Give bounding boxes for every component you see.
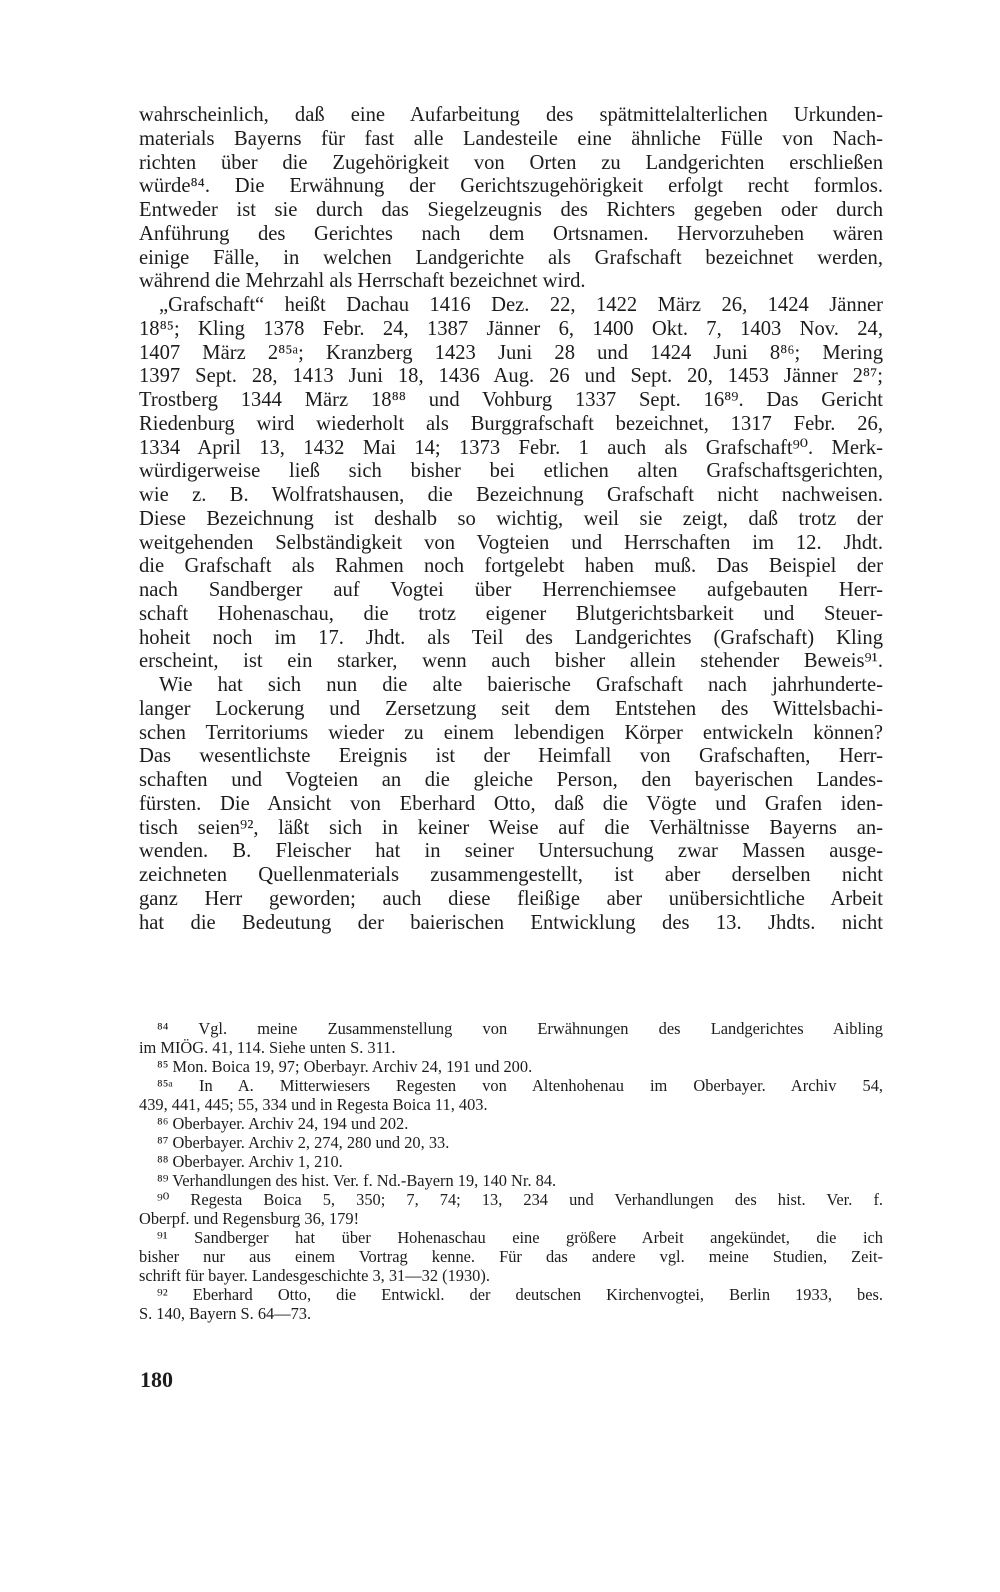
footnote-line: S. 140, Bayern S. 64—73. <box>139 1304 312 1323</box>
footnote-line: ⁸⁸ Oberbayer. Archiv 1, 210. <box>157 1152 343 1171</box>
text-line: während die Mehrzahl als Herrschaft bezeichnet wird. <box>139 270 586 293</box>
main-text <box>139 104 883 935</box>
text-line: langer Lockerung und Zersetzung seit dem Entstehen des Wittelsbachi- <box>139 697 883 720</box>
footnote-line: ⁸⁴ Vgl. meine Zusammenstellung von Erwähnungen des Landgerichtes Aibling <box>157 1019 883 1038</box>
text-line: zeichneten Quellenmaterials zusammengestellt, ist aber derselben nicht <box>139 864 883 886</box>
text-line: wie z. B. Wolfratshausen, die Bezeichnung Grafschaft nicht nachweisen. <box>139 484 883 506</box>
text-line: weitgehenden Selbständigkeit von Vogteien und Herrschaften im 12. Jhdt. <box>139 531 883 554</box>
text-line: würde⁸⁴. Die Erwähnung der Gerichtszugehörigkeit erfolgt recht formlos. <box>139 175 883 198</box>
text-line: Anführung des Gerichtes nach dem Ortsnamen. Hervorzuheben wären <box>139 222 883 245</box>
footnote-line: im MIÖG. 41, 114. Siehe unten S. 311. <box>139 1038 396 1057</box>
text-line: schaften und Vogteien an die gleiche Person, den bayerischen Landes- <box>139 769 883 791</box>
text-line: tisch seien⁹², läßt sich in keiner Weise auf die Verhältnisse Bayerns an- <box>139 816 883 839</box>
text-line: hat die Bedeutung der baierischen Entwicklung des 13. Jhdts. nicht <box>139 911 883 934</box>
text-line: Entweder ist sie durch das Siegelzeugnis des Richters gegeben oder durch <box>139 199 883 221</box>
footnote-line: bisher nur aus einem Vortrag kenne. Für das andere vgl. meine Studien, Zeit- <box>139 1247 883 1266</box>
footnote-line: schrift für bayer. Landesgeschichte 3, 31—32 (1930). <box>139 1266 490 1285</box>
text-line: die Grafschaft als Rahmen noch fortgelebt haben muß. Das Beispiel der <box>139 555 883 578</box>
text-line: Diese Bezeichnung ist deshalb so wichtig, weil sie zeigt, daß trotz der <box>139 507 883 530</box>
text-line: Trostberg 1344 März 18⁸⁸ und Vohburg 1337 Sept. 16⁸⁹. Das Gericht <box>139 389 883 411</box>
footnote-line: ⁸⁷ Oberbayer. Archiv 2, 274, 280 und 20, 33. <box>157 1133 450 1152</box>
page-number: 180 <box>140 1367 173 1392</box>
text-line: schaft Hohenaschau, die trotz eigener Blutgerichtsbarkeit und Steuer- <box>139 602 883 625</box>
footnote-line: ⁸⁹ Verhandlungen des hist. Ver. f. Nd.-Bayern 19, 140 Nr. 84. <box>157 1171 557 1190</box>
text-line: 18⁸⁵; Kling 1378 Febr. 24, 1387 Jänner 6, 1400 Okt. 7, 1403 Nov. 24, <box>139 317 883 340</box>
text-line: richten über die Zugehörigkeit von Orten zu Landgerichten erschließen <box>139 151 883 174</box>
footnote-line: 439, 441, 445; 55, 334 und in Regesta Boica 11, 403. <box>139 1095 488 1114</box>
footnote-line: Oberpf. und Regensburg 36, 179! <box>139 1209 360 1228</box>
text-line: fürsten. Die Ansicht von Eberhard Otto, daß die Vögte und Grafen iden- <box>139 792 883 815</box>
footnote-line: ⁹² Eberhard Otto, die Entwickl. der deutschen Kirchenvogtei, Berlin 1933, bes. <box>157 1285 883 1304</box>
text-line: hoheit noch im 17. Jhdt. als Teil des Landgerichtes (Grafschaft) Kling <box>139 626 883 649</box>
text-line: erscheint, ist ein starker, wenn auch bisher allein stehender Beweis⁹¹. <box>139 650 883 673</box>
footnote-line: ⁸⁵ Mon. Boica 19, 97; Oberbayr. Archiv 24, 191 und 200. <box>157 1057 533 1076</box>
text-line: Das wesentlichste Ereignis ist der Heimfall von Grafschaften, Herr- <box>139 745 883 768</box>
text-line: 1397 Sept. 28, 1413 Juni 18, 1436 Aug. 26 und Sept. 20, 1453 Jänner 2⁸⁷; <box>139 365 883 388</box>
text-line: 1407 März 2⁸⁵ᵃ; Kranzberg 1423 Juni 28 und 1424 Juni 8⁸⁶; Mering <box>139 341 883 364</box>
text-line: einige Fälle, in welchen Landgerichte als Grafschaft bezeichnet werden, <box>139 246 883 269</box>
text-line: wahrscheinlich, daß eine Aufarbeitung des spätmittelalterlichen Urkunden- <box>139 104 883 126</box>
text-line: 1334 April 13, 1432 Mai 14; 1373 Febr. 1 auch als Grafschaft⁹⁰. Merk- <box>139 436 883 459</box>
text-line: materials Bayerns für fast alle Landesteile eine ähnliche Fülle von Nach- <box>139 127 883 150</box>
text-line: würdigerweise ließ sich bisher bei etlichen alten Grafschaftsgerichten, <box>139 460 883 483</box>
footnote-line: ⁸⁵ᵃ In A. Mitterwiesers Regesten von Altenhohenau im Oberbayer. Archiv 54, <box>157 1076 883 1095</box>
text-line: wenden. B. Fleischer hat in seiner Untersuchung zwar Massen ausge- <box>139 840 883 863</box>
footnote-line: ⁸⁶ Oberbayer. Archiv 24, 194 und 202. <box>157 1114 409 1133</box>
text-line: „Grafschaft“ heißt Dachau 1416 Dez. 22, 1422 März 26, 1424 Jänner <box>159 294 883 316</box>
text-line: ganz Herr geworden; auch diese fleißige aber unübersichtliche Arbeit <box>139 887 883 910</box>
text-line: schen Territoriums wieder zu einem lebendigen Körper entwickeln können? <box>139 721 883 744</box>
footnotes <box>139 1019 883 1323</box>
footnote-line: ⁹⁰ Regesta Boica 5, 350; 7, 74; 13, 234 und Verhandlungen des hist. Ver. f. <box>157 1190 883 1209</box>
text-line: Wie hat sich nun die alte baierische Grafschaft nach jahrhunderte- <box>159 674 883 696</box>
footnote-line: ⁹¹ Sandberger hat über Hohenaschau eine größere Arbeit angekündet, die ich <box>157 1228 883 1247</box>
text-line: nach Sandberger auf Vogtei über Herrenchiemsee aufgebauten Herr- <box>139 579 883 601</box>
text-line: Riedenburg wird wiederholt als Burggrafschaft bezeichnet, 1317 Febr. 26, <box>139 412 883 435</box>
